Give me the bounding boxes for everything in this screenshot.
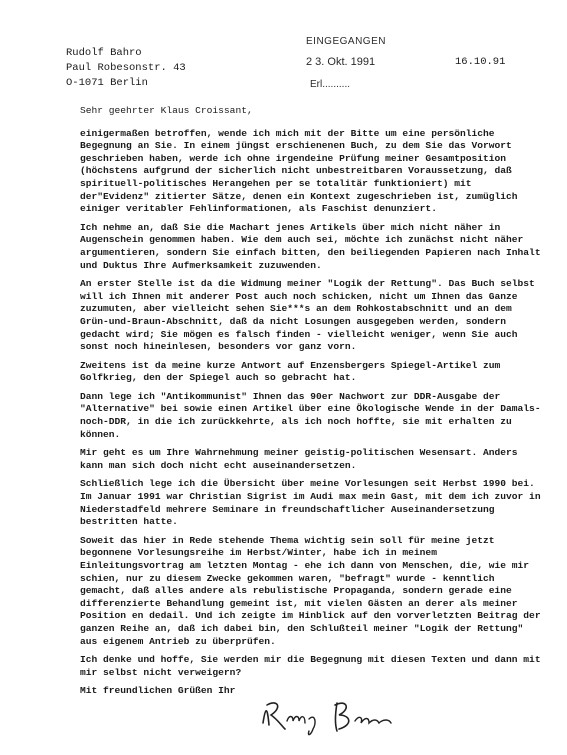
paragraph: Soweit das hier in Rede stehende Thema wichtig sein soll für meine jetzt begonnene Vorlesungsreihe im Herbst/Winter, habe ich in meinem Einleitungsvortrag am letzten Montag - ehe ich dann von Menschen, die, wie mir schien, nur zu diesem Zwecke gekommen waren, "befragt" wurde - kenntlich gemacht, daß alles andere als rebulistische Propaganda, sondern gerade eine differenzierte Behandlung gemeint ist, mit vielen Gästen an derer als meiner Position en dedail. Und ich zeigte im Hinblick auf den vorverletzten Beitrag der ganzen Reihe an, daß ich dabei bin, den Schlußteil meiner "Logik der Rettung" aus eigenem Antrieb zu überprüfen. <box>80 534 541 647</box>
stamp-title: EINGEGANGEN <box>306 36 386 47</box>
paragraph: einigermaßen betroffen, wende ich mich mit der Bitte um eine persönliche Begegnung an Sie. In einem jüngst erschienenen Buch, zu dem Sie das Vorwort geschrieben haben, werde ich ohne irgendeine Prüfung meiner Gesamtposition (höchstens aufgrund der sicherlich nicht unbestreitbaren Voraussetzung, daß spirituell-politisches Herangehen per se totalitär funktioniert) mit der"Evidenz" zitierter Sätze, denen ein Kontext zugeschrieben ist, zumüglich einiger veritabler Fehlinformationen, als Faschist denunziert. <box>80 127 518 215</box>
paragraph: Zweitens ist da meine kurze Antwort auf Enzensbergers Spiegel-Artikel zum Golfkrieg, den der Spiegel auch so gebracht hat. <box>80 359 501 384</box>
closing: Mit freundlichen Grüßen Ihr <box>80 685 236 697</box>
paragraph: Ich nehme an, daß Sie die Machart jenes Artikels über mich nicht näher in Augenschein genommen haben. Wie dem auch sei, möchte ich zunächst nicht näher argumentieren, sondern Sie einfach bitten, den beiliegenden Papieren nach Inhalt und Duktus Ihre Aufmerksamkeit zuzuwenden. <box>80 221 541 271</box>
salutation: Sehr geehrter Klaus Croissant, <box>80 105 253 116</box>
stamp-date: 2 3. Okt. 1991 <box>306 56 376 68</box>
sender-city: O-1071 Berlin <box>66 77 148 89</box>
paragraph: An erster Stelle ist da die Widmung meiner "Logik der Rettung". Das Buch selbst will ich Ihnen mit anderer Post auch noch schicken, nicht um Ihnen das Ganze zuzumuten, aber vielleicht sehen Sie***s an dem Rohkostabschnitt und an dem Grün-und-Braun-Abschnitt, daß da nicht Losungen ausgegeben werden, sondern gedacht wird; Sie mögen es falsch finden - vielleicht weniger, wenn Sie auch sonst noch hineinlesen, besonders vor ganz vorn. <box>80 278 535 353</box>
letter-date: 16.10.91 <box>455 56 506 68</box>
received-stamp <box>306 36 386 90</box>
paragraph: Mir geht es um Ihre Wahrnehmung meiner geistig-politischen Wesensart. Anders kann man sich doch nicht echt auseinandersetzen. <box>80 447 518 471</box>
letter-body <box>80 105 542 704</box>
paragraph: Schließlich lege ich die Übersicht über meine Vorlesungen seit Herbst 1990 bei. Im Januar 1991 war Christian Sigrist im Audi max mein Gast, mit dem ich zuvor in Niederstadfeld mehrere Seminare in freundschaftlicher Auseinandersetzung bestritten hatte. <box>80 478 541 528</box>
stamp-erl: Erl.......... <box>310 79 351 90</box>
sender-street: Paul Robesonstr. 43 <box>66 62 186 74</box>
paragraph: Dann lege ich "Antikommunist" Ihnen das 90er Nachwort zur DDR-Ausgabe der "Alternative" bei sowie einen Artikel über eine Ökologische Wende in der Damals-noch-DDR, in die ich zurückkehrte, als ich noch hoffte, sie mit erhalten zu können. <box>80 390 541 440</box>
sender-address <box>66 46 186 91</box>
handwritten-signature <box>255 685 415 745</box>
paragraph: Ich denke und hoffe, Sie werden mir die Begegnung mit diesen Texten und dann mit mir selbst nicht verweigern? <box>80 654 541 678</box>
sender-name: Rudolf Bahro <box>66 47 142 59</box>
